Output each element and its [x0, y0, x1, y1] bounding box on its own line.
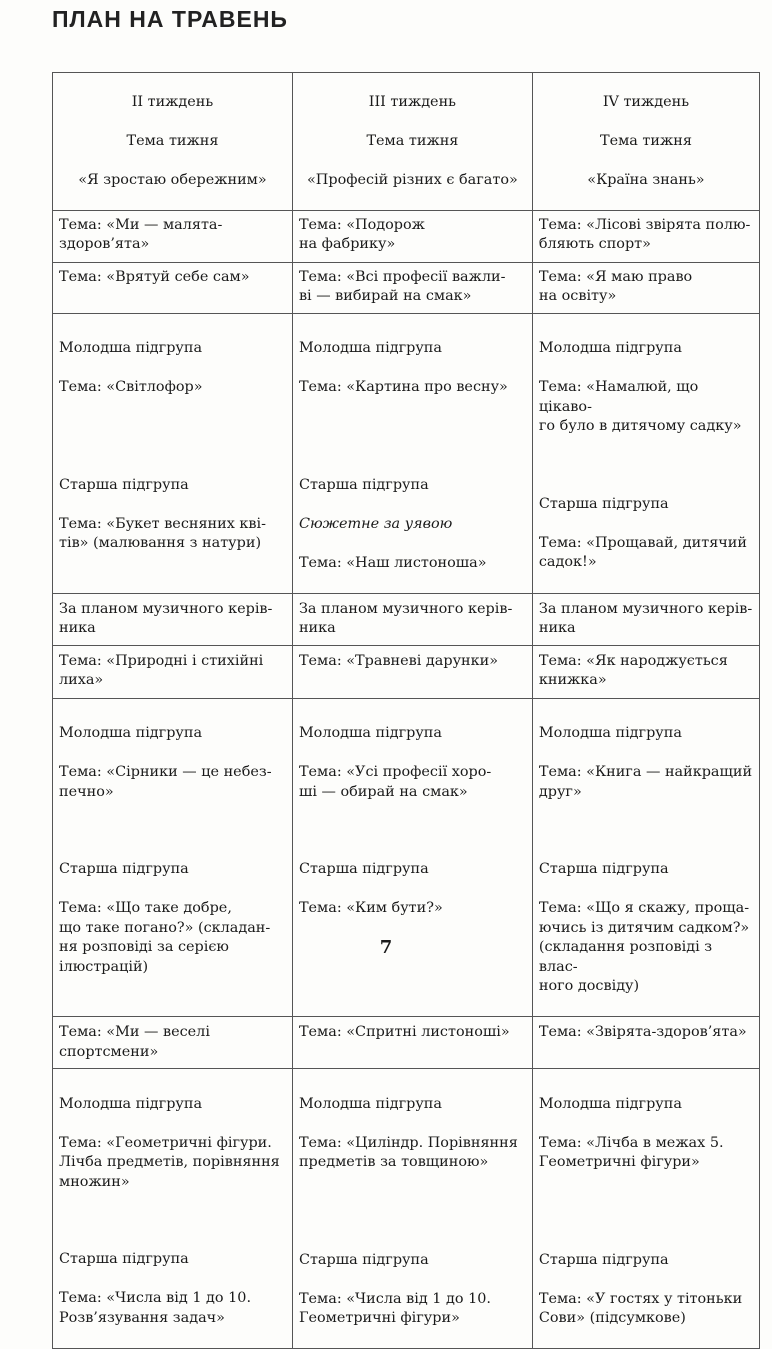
subgroup-senior-label: Старша підгрупа [538, 1251, 669, 1268]
table-cell: За планом музичного керів- ника [532, 593, 759, 645]
subgroup-junior-topic: Тема: «Циліндр. Порівняння предметів за товщиною» [298, 1134, 518, 1170]
table-cell [53, 698, 293, 1017]
subgroup-senior-topic: Тема: «Що я скажу, проща- ючись із дитячим садком?» (складання розповіді з влас- ного досвіду) [538, 900, 750, 994]
table-row [53, 698, 760, 1017]
subgroup-junior-label: Молодша підгрупа [298, 340, 442, 356]
theme-label: Тема тижня [366, 132, 459, 149]
table-cell [292, 1069, 532, 1349]
subgroup-junior-topic: Тема: «Сірники — це небез- печно» [59, 764, 272, 800]
page-title: ПЛАН НА ТРАВЕНЬ [52, 6, 288, 32]
table-cell [532, 1069, 759, 1349]
table-cell: Тема: «Травневі дарунки» [292, 645, 532, 698]
subgroup-senior-topic: Тема: «Наш листоноша» [298, 554, 487, 571]
week-theme: «Я зростаю обережним» [78, 171, 267, 188]
subgroup-junior-label: Молодша підгрупа [538, 340, 682, 356]
theme-label: Тема тижня [126, 132, 219, 149]
table-cell [292, 698, 532, 1017]
subgroup-senior-topic: Тема: «Числа від 1 до 10. Геометричні фігури» [298, 1290, 491, 1326]
subgroup-junior-topic: Тема: «Геометричні фігури. Лічба предметів, порівняння множин» [59, 1134, 280, 1190]
subgroup-senior-label: Старша підгрупа [59, 1251, 189, 1267]
subgroup-senior-label: Старша підгрупа [59, 861, 189, 877]
table-row [53, 645, 760, 698]
plan-table [52, 72, 760, 1349]
week-label: IV тиждень [602, 93, 690, 110]
table-cell: Тема: «Ми — веселі спортсмени» [53, 1017, 293, 1069]
table-cell: Тема: «Природні і стихійні лиха» [53, 645, 293, 698]
table-cell [532, 698, 759, 1017]
subgroup-senior-label: Старша підгрупа [538, 495, 669, 512]
subgroup-senior-label: Старша підгрупа [59, 476, 189, 493]
table-row [53, 1069, 760, 1349]
table-cell [53, 313, 293, 593]
table-row [53, 313, 760, 593]
subgroup-senior-topic: Тема: «Прощавай, дитячий садок!» [538, 534, 747, 570]
week-theme: «Країна знань» [587, 171, 705, 188]
table-row [53, 1017, 760, 1069]
subgroup-junior-label: Молодша підгрупа [59, 725, 203, 741]
subgroup-senior-italic-note: Сюжетне за уявою [298, 515, 453, 532]
subgroup-junior-label: Молодша підгрупа [298, 725, 442, 741]
theme-label: Тема тижня [599, 132, 692, 149]
subgroup-junior-topic: Тема: «Світлофор» [59, 379, 203, 395]
subgroup-junior-topic: Тема: «Книга — найкращий друг» [538, 764, 753, 800]
subgroup-junior-label: Молодша підгрупа [298, 1095, 442, 1112]
table-cell: Тема: «Врятуй себе сам» [53, 262, 293, 313]
subgroup-junior-label: Молодша підгрупа [59, 1095, 203, 1112]
header-cell [532, 73, 759, 211]
subgroup-senior-topic: Тема: «Що таке добре, що таке погано?» (складан- ня розповіді за серією ілюстрацій) [59, 900, 271, 975]
subgroup-senior-label: Старша підгрупа [298, 1251, 429, 1268]
subgroup-junior-topic: Тема: «Намалюй, що цікаво- го було в дитячому садку» [538, 379, 742, 434]
table-cell: Тема: «Як народжується книжка» [532, 645, 759, 698]
table-cell: Тема: «Спритні листоноші» [292, 1017, 532, 1069]
week-theme: «Професій різних є багато» [307, 171, 518, 188]
subgroup-junior-label: Молодша підгрупа [538, 1095, 682, 1112]
table-cell: Тема: «Подорож на фабрику» [292, 210, 532, 262]
subgroup-junior-topic: Тема: «Лічба в межах 5. Геометричні фігури» [538, 1134, 724, 1170]
table-cell: Тема: «Ми — малята- здоров’ята» [53, 210, 293, 262]
table-cell [53, 1069, 293, 1349]
week-label: ІІІ тиждень [368, 93, 457, 110]
table-cell: Тема: «Звірята-здоров’ята» [532, 1017, 759, 1069]
header-cell [53, 73, 293, 211]
subgroup-senior-label: Старша підгрупа [298, 861, 429, 877]
week-label: ІІ тиждень [131, 93, 214, 110]
subgroup-senior-topic: Тема: «Числа від 1 до 10. Розв’язування задач» [59, 1290, 252, 1326]
header-row [53, 73, 760, 211]
table-cell: За планом музичного керів- ника [292, 593, 532, 645]
table-cell: Тема: «Лісові звірята полю- бляють спорт» [532, 210, 759, 262]
subgroup-junior-topic: Тема: «Картина про весну» [298, 379, 508, 395]
table-row [53, 210, 760, 262]
table-row [53, 593, 760, 645]
subgroup-senior-label: Старша підгрупа [298, 476, 429, 493]
header-cell [292, 73, 532, 211]
table-cell: За планом музичного керів- ника [53, 593, 293, 645]
page-number: 7 [379, 937, 393, 958]
subgroup-junior-label: Молодша підгрупа [59, 340, 203, 356]
table-cell: Тема: «Всі професії важли- ві — вибирай на смак» [292, 262, 532, 313]
subgroup-senior-topic: Тема: «У гостях у тітоньки Сови» (підсумкове) [538, 1290, 743, 1326]
table-cell [292, 313, 532, 593]
subgroup-senior-topic: Тема: «Букет весняних кві- тів» (малювання з натури) [59, 515, 266, 551]
subgroup-senior-label: Старша підгрупа [538, 861, 669, 877]
table-cell [532, 313, 759, 593]
table-row [53, 262, 760, 313]
table-cell: Тема: «Я маю право на освіту» [532, 262, 759, 313]
subgroup-junior-label: Молодша підгрупа [538, 725, 682, 741]
subgroup-senior-topic: Тема: «Ким бути?» [298, 900, 443, 916]
subgroup-junior-topic: Тема: «Усі професії хоро- ші — обирай на смак» [298, 764, 492, 800]
